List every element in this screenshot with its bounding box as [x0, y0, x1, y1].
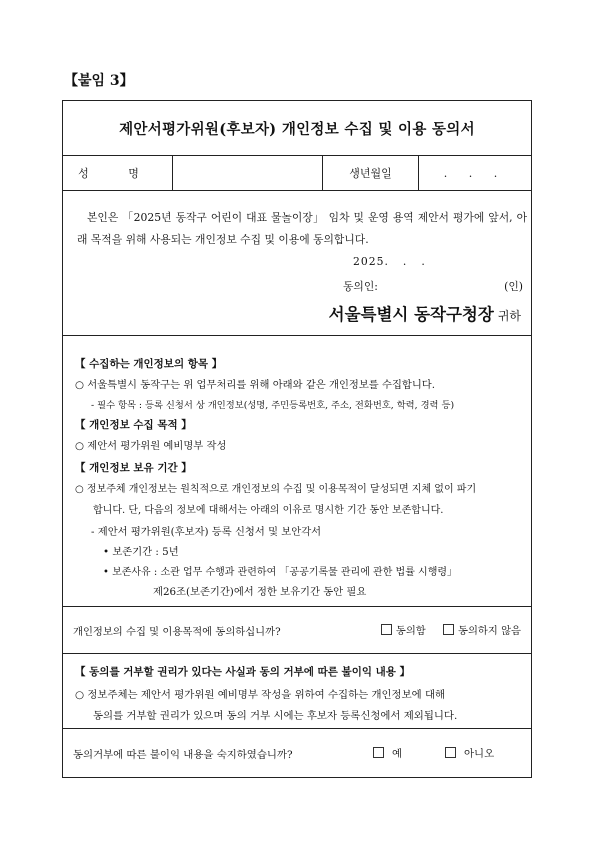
date-day: .	[421, 255, 426, 268]
addressee-suffix: 귀하	[497, 309, 521, 323]
name-label: 성 명	[63, 156, 173, 190]
no-label: 아니오	[464, 748, 495, 760]
consent-question: 개인정보의 수집 및 이용목적에 동의하십니까?	[73, 626, 281, 638]
refusal-heading: 【 동의를 거부할 권리가 있다는 사실과 동의 거부에 따른 불이익 내용 】	[75, 666, 411, 678]
retention-reason-line: • 보존사유 : 소관 업무 수행과 관련하여 「공공기록물 관리에 관한 법률 시행령」	[103, 567, 458, 578]
consent-date	[353, 255, 426, 268]
agree-label: 동의함	[395, 625, 426, 637]
consent-section	[63, 191, 531, 336]
collected-items-heading: 【 수집하는 개인정보의 항목 】	[75, 358, 223, 370]
agree-option[interactable]	[381, 625, 426, 637]
refusal-section	[63, 654, 531, 729]
no-checkbox[interactable]	[445, 747, 456, 758]
collected-items-line: ○ 서울특별시 동작구는 위 업무처리를 위해 아래와 같은 개인정보를 수집합니다.	[75, 379, 436, 391]
birth-label: 생년월일	[323, 156, 419, 190]
consent-statement: 본인은 「2025년 동작구 어린이 대표 물놀이장」 임차 및 운영 용역 제안서 평가에 앞서, 아래 목적을 위해 사용되는 개인정보 수집 및 이용에 동의합니다.	[77, 211, 527, 246]
attachment-label: 【붙임 3】	[64, 73, 134, 89]
retention-heading: 【 개인정보 보유 기간 】	[75, 462, 192, 474]
date-month: .	[402, 255, 408, 268]
form-title: 제안서평가위원(후보자) 개인정보 수집 및 이용 동의서	[63, 101, 531, 156]
acknowledge-question: 동의거부에 따른 불이익 내용을 숙지하였습니까?	[73, 749, 293, 761]
yes-label: 예	[392, 748, 403, 760]
retention-reason-line-2: 제26조(보존기간)에서 정한 보유기간 동안 필요	[153, 586, 367, 598]
birth-field[interactable]: . . .	[443, 166, 507, 180]
disagree-checkbox[interactable]	[443, 624, 454, 635]
refusal-line-1: ○ 정보주체는 제안서 평가위원 예비명부 작성을 위하여 수집하는 개인정보에 대해	[75, 689, 446, 701]
retention-line-2: 합니다. 단, 다음의 정보에 대해서는 아래의 이유로 명시한 기간 동안 보존합니다.	[93, 505, 444, 516]
required-items-line: - 필수 항목 : 등록 신청서 상 개인정보(성명, 주민등록번호, 주소, 전화번호, 학력, 경력 등)	[91, 400, 455, 411]
acknowledge-question-row	[63, 729, 531, 777]
addressee-name: 서울특별시 동작구청장	[328, 305, 494, 324]
retention-docs-line: - 제안서 평가위원(후보자) 등록 신청서 및 보안각서	[91, 526, 322, 538]
addressee	[329, 301, 521, 325]
yes-option[interactable]	[373, 745, 402, 760]
purpose-heading: 【 개인정보 수집 목적 】	[75, 419, 192, 431]
disagree-label: 동의하지 않음	[458, 625, 521, 637]
no-option[interactable]	[445, 745, 494, 760]
date-year: 2025.	[353, 255, 389, 268]
refusal-line-2: 동의를 거부할 권리가 있으며 동의 거부 시에는 후보자 등록신청에서 제외됩니다.	[93, 710, 458, 722]
applicant-info-row	[63, 156, 531, 191]
retention-period-line: • 보존기간 : 5년	[103, 546, 179, 558]
seal-label: (인)	[504, 280, 523, 293]
consent-question-row	[63, 607, 531, 654]
signer-line	[343, 279, 523, 294]
purpose-line: ○ 제안서 평가위원 예비명부 작성	[75, 440, 227, 452]
consent-options	[381, 622, 521, 637]
yes-checkbox[interactable]	[373, 747, 384, 758]
disagree-option[interactable]	[443, 625, 521, 637]
retention-line-1: ○ 정보주체 개인정보는 원칙적으로 개인정보의 수집 및 이용목적이 달성되면 지체 없이 파기	[75, 484, 477, 495]
privacy-info-section	[63, 336, 531, 607]
signer-label: 동의인:	[343, 280, 378, 293]
consent-form	[62, 100, 532, 778]
agree-checkbox[interactable]	[381, 624, 392, 635]
name-field[interactable]	[173, 156, 323, 190]
